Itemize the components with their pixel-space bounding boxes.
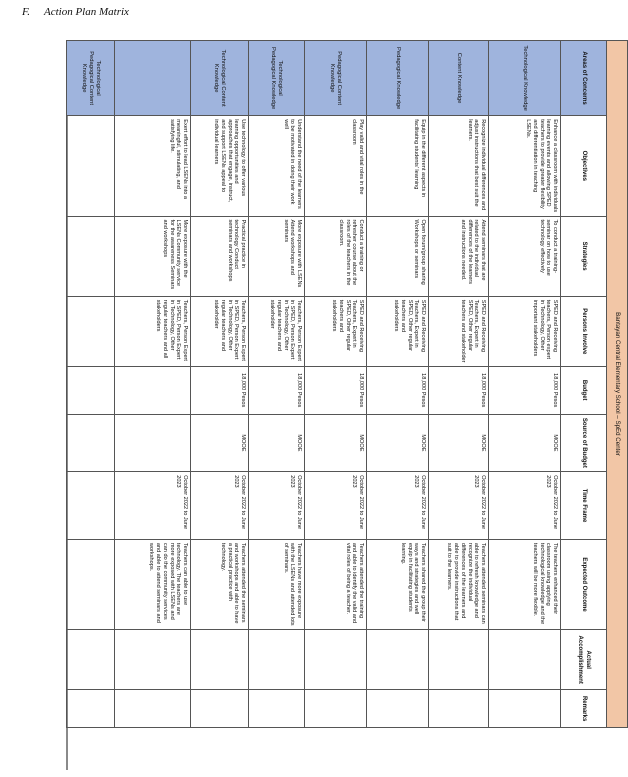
cell-source [115,414,191,472]
cell-persons: Teachers, Person Expert in SPED, Person Expert in Technology, Other regular teachers and stakeholder [249,296,305,366]
cell-remarks [429,690,489,728]
header-source: Source of Budget [561,414,607,472]
table-row [367,41,429,728]
cell-source: MOOE [191,414,249,472]
cell-time: October 2022 to June 2023 [249,472,305,540]
section-title: Action Plan Matrix [44,6,129,18]
cell-objectives: Use technology to offer various learning opportunities and approaches that engage, instruct, and support LSENs appeal to individual learners [191,116,249,216]
cell-remarks [115,690,191,728]
header-budget: Budget [561,366,607,414]
cell-outcome: Teachers attended seminars can able to refresh knowledge and recognize the individual differences of the learners and able to provide instructions that suit to the learners. [429,539,489,629]
action-plan-table [66,40,628,728]
cell-budget: 18,000 Pesos [367,366,429,414]
cell-actual [489,630,561,690]
cell-actual [429,630,489,690]
cell-persons: SPED and Receiving Teachers, Expert in SPED, Other regular teachers and stakeholder [429,296,489,366]
cell-source: MOOE [489,414,561,472]
table-row [115,41,191,728]
cell-remarks [305,690,367,728]
cell-outcome: Teachers attended the seminars and workshops and able to have a practical practice with technology. [191,539,249,629]
cell-time: October 2022 to June 2023 [191,472,249,540]
section-letter: F. [22,6,31,18]
table-row [191,41,249,728]
cell-time: October 2022 to June 2023 [305,472,367,540]
cell-strategies: More exposure with LSENs Attend workshops and seminars [249,216,305,296]
cell-persons: SPED and Receiving Teachers, Expert in SPED, Other regular teachers and stakeholders [367,296,429,366]
cell-area: Content Knowledge [429,41,489,116]
cell-outcome: The teachers enhanced their classroom using applying technological knowledge and the teachers will be more flexible. [489,539,561,629]
cell-remarks [67,690,115,728]
cell-remarks [249,690,305,728]
cell-time: October 2022 to June 2023 [429,472,489,540]
cell-outcome: Teachers shared the group their ways and strategies and well equip in facilitating students learning. [367,539,429,629]
cell-strategies: Attend seminars that are related to the individual differences of the learners and instructions needed. [429,216,489,296]
cell-time [67,472,115,540]
cell-strategies [67,216,115,296]
cell-actual [191,630,249,690]
cell-actual [67,630,115,690]
cell-remarks [489,690,561,728]
cell-strategies: Practical practice in technology Conduct seminars and workshops [191,216,249,296]
cell-area: Pedagogical Content Knowledge [305,41,367,116]
cell-strategies: To conduct a training-seminar on how to use technology effectively [489,216,561,296]
cell-outcome: Teachers attended the training and able to identify the valid and vital roles of being a teacher. [305,539,367,629]
cell-persons: SPED and Receiving Teachers, Expert in SPED, Other regular teachers and stakeholders [305,296,367,366]
header-remarks: Remarks [561,690,607,728]
cell-budget: 18,000 Pesos [249,366,305,414]
cell-persons: Teachers, Person Expert in SPED, Person Expert in Technology, Other regular teachers and stakeholder [191,296,249,366]
cell-area: Technological Knowledge [489,41,561,116]
cell-persons: SPED and Receiving teachers, Person expert in Technology, Other important stakeholders [489,296,561,366]
cell-source [67,414,115,472]
cell-objectives: Understand the need of the learners to be motivated in doing their work well [249,116,305,216]
cell-objectives: Recognize individual differences and adjust instructions that best suit the learners. [429,116,489,216]
section-heading [22,6,129,18]
cell-time: October 2022 to June 2023 [115,472,191,540]
header-strategies: Strategies [561,216,607,296]
cell-persons: Teachers, Person Expert in SPED, Person Expert in Technology, Other regular teachers and all stakeholders [115,296,191,366]
cell-budget: 18,000 Pesos [429,366,489,414]
cell-objectives: Play valid and vital roles in the classroom [305,116,367,216]
cell-area: Technological Content Knowledge [191,41,249,116]
cell-actual [305,630,367,690]
cell-outcome [67,539,115,629]
cell-area: Technological Pedagogical Knowledge [249,41,305,116]
table-row [489,41,561,728]
cell-source: MOOE [367,414,429,472]
cell-strategies: Conduct a training or refresher course about the roles of the teachers in the classroom. [305,216,367,296]
cell-objectives: Exert effort to lead LSENs into a meaningful, stimulating, and satisfying life. [115,116,191,216]
cell-remarks [367,690,429,728]
header-outcome: Expected Outcome [561,539,607,629]
cell-objectives: Enhance a classroom with individuals learning events and allowing SPED teachers to provide greater flexibility and differentiation in teaching LSENs. [489,116,561,216]
cell-source: MOOE [249,414,305,472]
cell-budget: 18,000 Pesos [489,366,561,414]
cell-source: MOOE [305,414,367,472]
cell-area: Pedagogical Knowledge [367,41,429,116]
cell-actual [249,630,305,690]
cell-budget [67,366,115,414]
cell-time: October 2022 to June 2023 [489,472,561,540]
cell-outcome: Teachers can able to use technology. The teachers are more exposed with LSENs and can do the community services and able to attend seminars and workshops. [115,539,191,629]
cell-area: Technological Pedagogical Content Knowledge [67,41,115,116]
cell-strategies: Open forum/group sharing Workshops or seminars [367,216,429,296]
header-area: Areas of Concerns [561,41,607,116]
cell-remarks [191,690,249,728]
cell-budget: 18,000 Pesos [305,366,367,414]
table-row [305,41,367,728]
table-row [429,41,489,728]
cell-budget [115,366,191,414]
cell-objectives [67,116,115,216]
cell-time: October 2022 to June 2023 [367,472,429,540]
table-row [67,41,115,728]
cell-objectives: Equip in the different aspects in facilitating students' learning [367,116,429,216]
cell-source: MOOE [429,414,489,472]
header-objectives: Objectives [561,116,607,216]
cell-strategies: More exposure with the LSENs Community service for the awareness Seminars and workshops [115,216,191,296]
table-row [249,41,305,728]
cell-actual [115,630,191,690]
cell-area [115,41,191,116]
school-title: Bantayan Central Elementary School – SpEd Center [607,41,628,728]
cell-outcome: Teachers have more exposure with the LSENs and attended lots of seminars. [249,539,305,629]
header-actual: Actual Accomplishment [561,630,607,690]
header-time: Time Frame [561,472,607,540]
cell-budget: 18,000 Pesos [191,366,249,414]
cell-actual [367,630,429,690]
header-persons: Persons Involve [561,296,607,366]
cell-persons [67,296,115,366]
